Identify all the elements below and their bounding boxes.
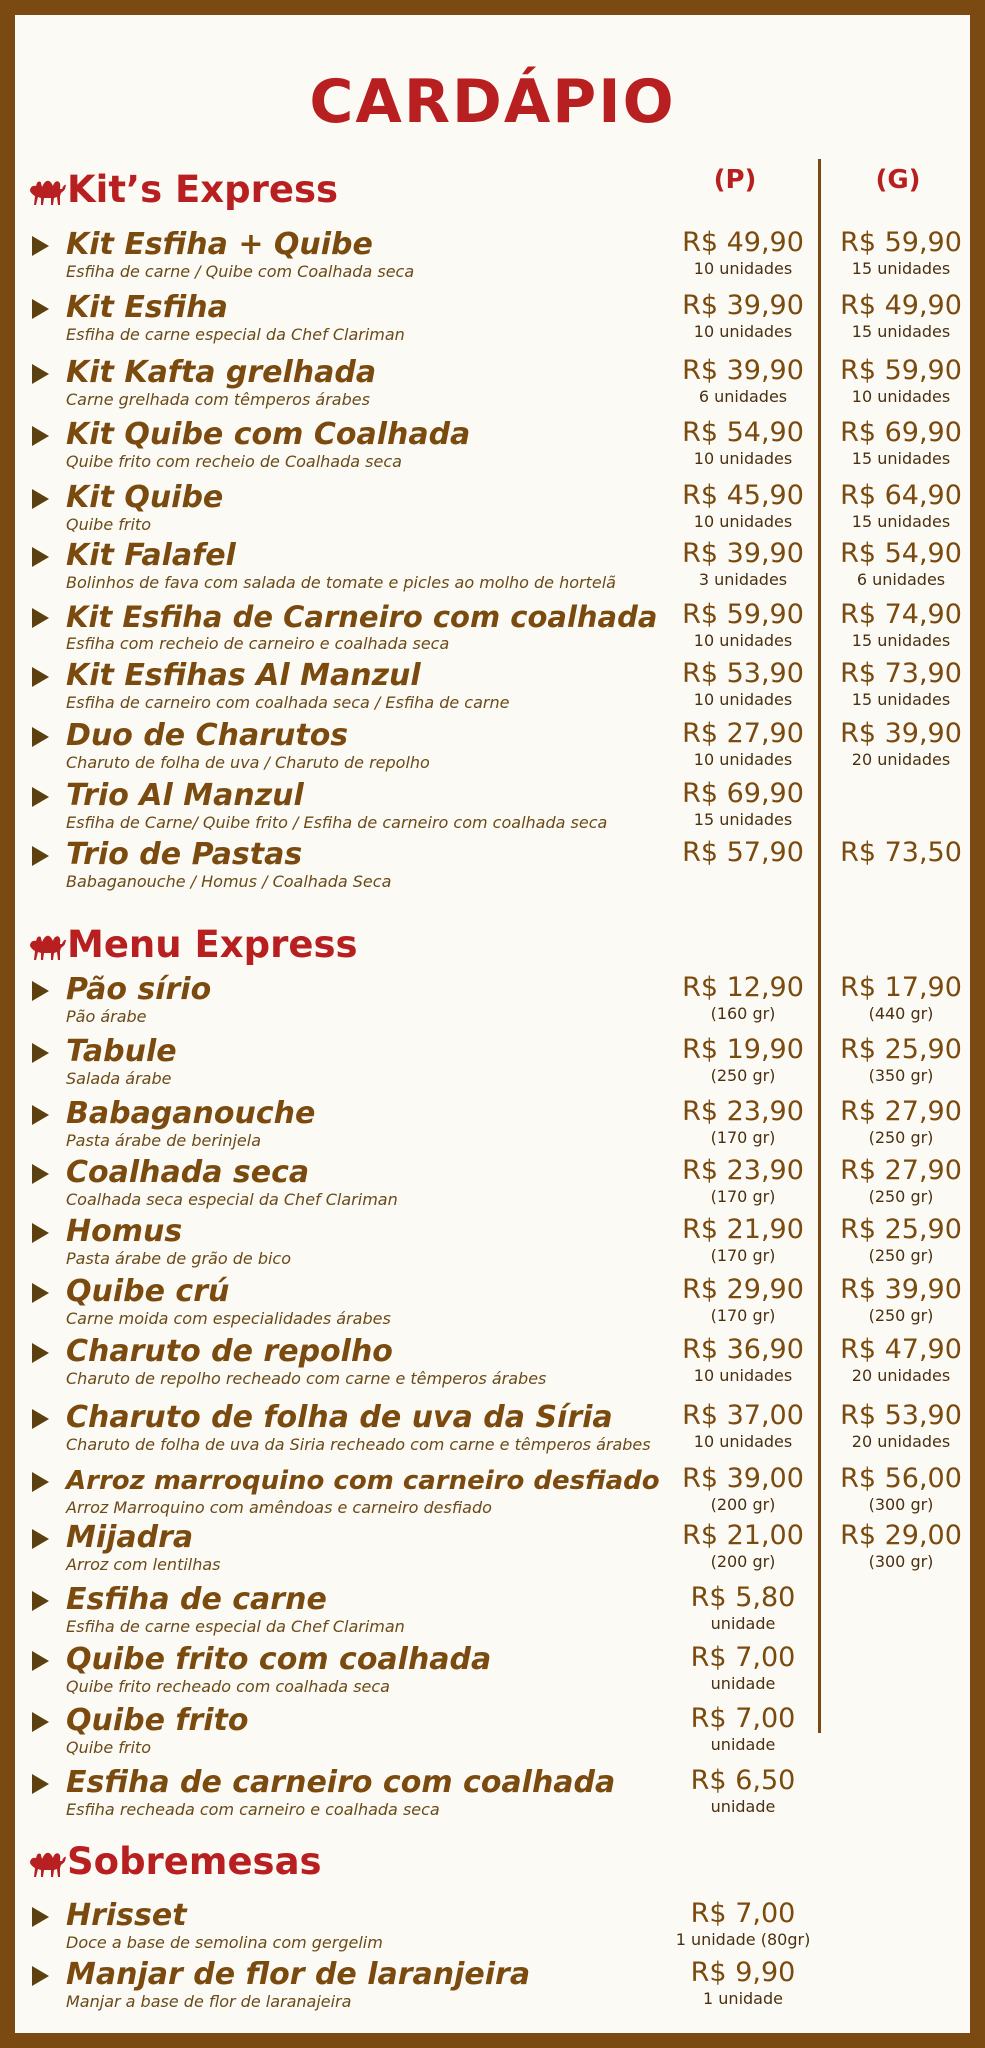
- item-description: Manjar a base de flor de laranajeira: [66, 1992, 352, 2011]
- unit-p: (200 gr): [710, 1495, 776, 1514]
- price-g: R$ 53,90: [840, 1400, 962, 1431]
- unit-p: 10 unidades: [693, 750, 793, 769]
- price-p: R$ 45,90: [682, 480, 804, 511]
- bullet-arrow-icon: [32, 787, 49, 807]
- item-name: Homus: [66, 1214, 183, 1249]
- price-p: R$ 29,90: [682, 1274, 804, 1305]
- bullet-arrow-icon: [32, 1105, 49, 1125]
- unit-p: (170 gr): [710, 1306, 776, 1325]
- unit-p: unidade: [710, 1735, 776, 1754]
- item-name: Esfiha de carneiro com coalhada: [66, 1765, 616, 1800]
- item-description: Charuto de repolho recheado com carne e têmperos árabes: [66, 1369, 547, 1388]
- price-g: R$ 27,90: [840, 1096, 962, 1127]
- item-description: Esfiha de carne especial da Chef Clariman: [66, 1617, 405, 1636]
- price-g: R$ 73,50: [840, 837, 962, 868]
- price-p: R$ 19,90: [682, 1034, 804, 1065]
- item-description: Esfiha recheada com carneiro e coalhada seca: [66, 1800, 440, 1819]
- bullet-arrow-icon: [32, 1591, 49, 1611]
- price-g: R$ 56,00: [840, 1463, 962, 1494]
- menu-item: [15, 1334, 970, 1392]
- menu-item: [15, 290, 970, 348]
- menu-page: [15, 15, 970, 2033]
- price-p: R$ 7,00: [690, 1898, 796, 1929]
- item-name: Esfiha de carne: [66, 1582, 327, 1617]
- menu-item: [15, 972, 970, 1030]
- price-g: R$ 25,90: [840, 1214, 962, 1245]
- price-g: R$ 47,90: [840, 1334, 962, 1365]
- item-name: Trio de Pastas: [66, 837, 303, 872]
- price-g: R$ 29,00: [840, 1520, 962, 1551]
- menu-item: [15, 837, 970, 895]
- column-header-g: (G): [875, 165, 921, 195]
- bullet-arrow-icon: [32, 489, 49, 509]
- bullet-arrow-icon: [32, 1343, 49, 1363]
- item-name: Trio Al Manzul: [66, 778, 304, 813]
- price-p: R$ 36,90: [682, 1334, 804, 1365]
- item-description: Esfiha de carne / Quibe com Coalhada seca: [66, 262, 415, 281]
- unit-p: 10 unidades: [693, 1366, 793, 1385]
- item-name: Kit Quibe com Coalhada: [66, 417, 471, 452]
- item-name: Manjar de flor de laranjeira: [66, 1957, 531, 1992]
- price-p: R$ 21,00: [682, 1520, 804, 1551]
- item-description: Quibe frito recheado com coalhada seca: [66, 1677, 390, 1696]
- bullet-arrow-icon: [32, 1712, 49, 1732]
- bullet-arrow-icon: [32, 1283, 49, 1303]
- item-name: Kit Esfihas Al Manzul: [66, 658, 421, 693]
- bullet-arrow-icon: [32, 1472, 49, 1492]
- item-name: Kit Esfiha de Carneiro com coalhada: [66, 600, 658, 634]
- unit-p: (200 gr): [710, 1552, 776, 1571]
- price-g: R$ 49,90: [840, 290, 962, 321]
- menu-title: CARDÁPIO: [309, 67, 676, 137]
- item-name: Kit Falafel: [66, 538, 236, 573]
- bullet-arrow-icon: [32, 1223, 49, 1243]
- item-name: Charuto de folha de uva da Síria: [66, 1400, 613, 1435]
- bullet-arrow-icon: [32, 1529, 49, 1549]
- item-name: Mijadra: [66, 1520, 194, 1555]
- price-g: R$ 25,90: [840, 1034, 962, 1065]
- unit-g: 15 unidades: [851, 512, 951, 531]
- item-description: Charuto de folha de uva da Siria recheado com carne e têmperos árabes: [66, 1435, 651, 1454]
- unit-p: (160 gr): [710, 1004, 776, 1023]
- camel-icon: [27, 924, 67, 964]
- bullet-arrow-icon: [32, 846, 49, 866]
- menu-item: [15, 480, 970, 538]
- section-title: Kit’s Express: [67, 168, 339, 211]
- camel-icon: [27, 1841, 67, 1881]
- price-g: R$ 39,90: [840, 1274, 962, 1305]
- price-p: R$ 27,90: [682, 718, 804, 749]
- menu-item: [15, 1274, 970, 1332]
- unit-p: (170 gr): [710, 1246, 776, 1265]
- unit-g: (300 gr): [868, 1495, 934, 1514]
- item-name: Charuto de repolho: [66, 1334, 393, 1369]
- item-name: Hrisset: [66, 1898, 187, 1933]
- price-g: R$ 27,90: [840, 1155, 962, 1186]
- item-description: Esfiha com recheio de carneiro e coalhada seca: [66, 634, 450, 653]
- unit-p: unidade: [710, 1614, 776, 1633]
- unit-p: unidade: [710, 1674, 776, 1693]
- item-description: Arroz Marroquino com amêndoas e carneiro desfiado: [66, 1498, 492, 1517]
- item-description: Doce a base de semolina com gergelim: [66, 1933, 383, 1952]
- price-g: R$ 64,90: [840, 480, 962, 511]
- item-description: Esfiha de Carne/ Quibe frito / Esfiha de carneiro com coalhada seca: [66, 813, 608, 832]
- bullet-arrow-icon: [32, 1774, 49, 1794]
- unit-p: 10 unidades: [693, 1432, 793, 1451]
- menu-item: [15, 718, 970, 776]
- menu-item: [15, 599, 970, 657]
- menu-item: [15, 355, 970, 413]
- menu-item: [15, 1703, 970, 1761]
- menu-item: [15, 778, 970, 836]
- item-description: Pasta árabe de berinjela: [66, 1131, 262, 1150]
- unit-p: 6 unidades: [698, 387, 788, 406]
- price-p: R$ 59,90: [682, 599, 804, 630]
- price-g: R$ 69,90: [840, 417, 962, 448]
- bullet-arrow-icon: [32, 667, 49, 687]
- item-name: Pão sírio: [66, 972, 212, 1007]
- price-p: R$ 39,90: [682, 355, 804, 386]
- item-description: Pasta árabe de grão de bico: [66, 1249, 291, 1268]
- unit-p: 10 unidades: [693, 449, 793, 468]
- unit-p: 3 unidades: [698, 570, 788, 589]
- unit-g: (300 gr): [868, 1552, 934, 1571]
- unit-g: 20 unidades: [851, 750, 951, 769]
- bullet-arrow-icon: [32, 608, 49, 628]
- menu-item: [15, 1400, 970, 1458]
- price-g: R$ 73,90: [840, 658, 962, 689]
- unit-p: unidade: [710, 1797, 776, 1816]
- bullet-arrow-icon: [32, 981, 49, 1001]
- item-name: Kit Esfiha: [66, 290, 228, 325]
- item-description: Salada árabe: [66, 1069, 172, 1088]
- unit-g: (250 gr): [868, 1306, 934, 1325]
- item-name: Kit Quibe: [66, 480, 224, 515]
- unit-g: 15 unidades: [851, 690, 951, 709]
- price-g: R$ 59,90: [840, 355, 962, 386]
- bullet-arrow-icon: [32, 364, 49, 384]
- item-description: Arroz com lentilhas: [66, 1555, 221, 1574]
- unit-g: (350 gr): [868, 1066, 934, 1085]
- bullet-arrow-icon: [32, 547, 49, 567]
- unit-g: (250 gr): [868, 1187, 934, 1206]
- item-name: Babaganouche: [66, 1096, 316, 1131]
- price-p: R$ 9,90: [690, 1957, 796, 1988]
- menu-item: [15, 1214, 970, 1272]
- price-p: R$ 23,90: [682, 1096, 804, 1127]
- item-description: Charuto de folha de uva / Charuto de repolho: [66, 753, 430, 772]
- unit-p: (170 gr): [710, 1187, 776, 1206]
- item-description: Carne grelhada com têmperos árabes: [66, 390, 370, 409]
- menu-item: [15, 658, 970, 716]
- item-name: Kit Esfiha + Quibe: [66, 227, 373, 262]
- menu-item: [15, 227, 970, 285]
- price-p: R$ 54,90: [682, 417, 804, 448]
- price-g: R$ 39,90: [840, 718, 962, 749]
- menu-item: [15, 1520, 970, 1578]
- price-p: R$ 69,90: [682, 778, 804, 809]
- unit-g: 15 unidades: [851, 449, 951, 468]
- unit-g: (250 gr): [868, 1128, 934, 1147]
- price-p: R$ 23,90: [682, 1155, 804, 1186]
- unit-p: 10 unidades: [693, 631, 793, 650]
- item-name: Coalhada seca: [66, 1155, 310, 1190]
- unit-p: 15 unidades: [693, 810, 793, 829]
- price-p: R$ 12,90: [682, 972, 804, 1003]
- item-name: Quibe frito com coalhada: [66, 1642, 492, 1677]
- unit-p: 10 unidades: [693, 259, 793, 278]
- price-g: R$ 17,90: [840, 972, 962, 1003]
- unit-g: 20 unidades: [851, 1366, 951, 1385]
- unit-p: (250 gr): [710, 1066, 776, 1085]
- unit-p: 1 unidade: [703, 1989, 783, 2008]
- unit-p: 1 unidade (80gr): [675, 1930, 811, 1949]
- menu-item: [15, 1957, 970, 2015]
- price-g: R$ 59,90: [840, 227, 962, 258]
- bullet-arrow-icon: [32, 727, 49, 747]
- unit-p: (170 gr): [710, 1128, 776, 1147]
- item-name: Duo de Charutos: [66, 718, 349, 753]
- unit-g: 10 unidades: [851, 387, 951, 406]
- item-description: Pão árabe: [66, 1007, 147, 1026]
- bullet-arrow-icon: [32, 1651, 49, 1671]
- item-description: Quibe frito: [66, 515, 151, 534]
- item-name: Arroz marroquino com carneiro desfiado: [66, 1466, 660, 1496]
- unit-p: 10 unidades: [693, 512, 793, 531]
- menu-item: [15, 417, 970, 475]
- item-name: Quibe crú: [66, 1274, 230, 1309]
- menu-item: [15, 1582, 970, 1640]
- menu-item: [15, 1898, 970, 1956]
- item-description: Coalhada seca especial da Chef Clariman: [66, 1190, 398, 1209]
- bullet-arrow-icon: [32, 426, 49, 446]
- menu-item: [15, 538, 970, 596]
- item-name: Quibe frito: [66, 1703, 249, 1738]
- item-name: Tabule: [66, 1034, 177, 1069]
- price-g: R$ 54,90: [840, 538, 962, 569]
- unit-g: 20 unidades: [851, 1432, 951, 1451]
- item-description: Babaganouche / Homus / Coalhada Seca: [66, 872, 392, 891]
- unit-g: 15 unidades: [851, 322, 951, 341]
- item-description: Esfiha de carne especial da Chef Clariman: [66, 325, 405, 344]
- section-title: Sobremesas: [67, 1840, 322, 1883]
- price-p: R$ 7,00: [690, 1703, 796, 1734]
- column-header-p: (P): [713, 165, 757, 195]
- unit-g: 15 unidades: [851, 259, 951, 278]
- price-g: R$ 74,90: [840, 599, 962, 630]
- unit-g: (440 gr): [868, 1004, 934, 1023]
- price-p: R$ 53,90: [682, 658, 804, 689]
- item-description: Quibe frito: [66, 1738, 151, 1757]
- menu-item: [15, 1642, 970, 1700]
- price-p: R$ 49,90: [682, 227, 804, 258]
- unit-g: 6 unidades: [856, 570, 946, 589]
- unit-g: 15 unidades: [851, 631, 951, 650]
- bullet-arrow-icon: [32, 1164, 49, 1184]
- price-p: R$ 39,00: [682, 1463, 804, 1494]
- price-p: R$ 7,00: [690, 1642, 796, 1673]
- menu-item: [15, 1034, 970, 1092]
- price-p: R$ 39,90: [682, 290, 804, 321]
- menu-item: [15, 1765, 970, 1823]
- unit-p: 10 unidades: [693, 322, 793, 341]
- bullet-arrow-icon: [32, 299, 49, 319]
- price-p: R$ 37,00: [682, 1400, 804, 1431]
- item-description: Quibe frito com recheio de Coalhada seca: [66, 452, 402, 471]
- section-title: Menu Express: [67, 923, 358, 966]
- camel-icon: [27, 169, 67, 209]
- unit-p: 10 unidades: [693, 690, 793, 709]
- price-p: R$ 57,90: [682, 837, 804, 868]
- bullet-arrow-icon: [32, 1966, 49, 1986]
- menu-item: [15, 1096, 970, 1154]
- item-description: Carne moida com especialidades árabes: [66, 1309, 391, 1328]
- bullet-arrow-icon: [32, 1907, 49, 1927]
- item-description: Esfiha de carneiro com coalhada seca / Esfiha de carne: [66, 693, 510, 712]
- unit-g: (250 gr): [868, 1246, 934, 1265]
- menu-item: [15, 1155, 970, 1213]
- price-p: R$ 21,90: [682, 1214, 804, 1245]
- bullet-arrow-icon: [32, 236, 49, 256]
- bullet-arrow-icon: [32, 1043, 49, 1063]
- item-description: Bolinhos de fava com salada de tomate e picles ao molho de hortelã: [66, 573, 616, 592]
- bullet-arrow-icon: [32, 1409, 49, 1429]
- item-name: Kit Kafta grelhada: [66, 355, 377, 390]
- menu-item: [15, 1463, 970, 1521]
- price-p: R$ 39,90: [682, 538, 804, 569]
- price-p: R$ 6,50: [690, 1765, 796, 1796]
- price-p: R$ 5,80: [690, 1582, 796, 1613]
